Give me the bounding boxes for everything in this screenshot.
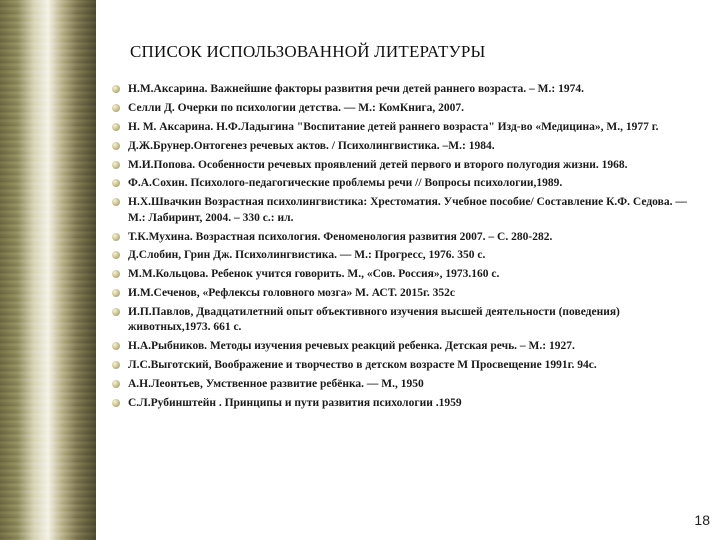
list-item [112, 139, 697, 154]
reference-text: Н.Х.Швачкин Возрастная психолингвистика: Хрестоматия. Учебное пособие/ Составление К.Ф. Седова. — М.: Лабиринт, 2004. – 330 с.: ил. [128, 196, 687, 224]
bullet-icon [112, 179, 120, 187]
slide-content [102, 0, 720, 540]
list-item [112, 358, 697, 373]
bullet-icon [112, 251, 120, 259]
bullet-icon [112, 380, 120, 388]
bullet-icon [112, 308, 120, 316]
reference-text: Д.Слобин, Грин Дж. Психолингвистика. — М.: Прогресс, 1976. 350 с. [128, 249, 486, 262]
reference-text: М.М.Кольцова. Ребенок учится говорить. М., «Сов. Россия», 1973.160 с. [128, 268, 500, 281]
reference-text: Л.С.Выготский, Воображение и творчество в детском возрасте М Просвещение 1991г. 94с. [128, 359, 597, 372]
reference-text: Ф.А.Сохин. Психолого-педагогические проблемы речи // Вопросы психологии,1989. [128, 177, 563, 190]
page-title: СПИСОК ИСПОЛЬЗОВАННОЙ ЛИТЕРАТУРЫ [130, 42, 486, 61]
bullet-icon [112, 270, 120, 278]
page-number: 18 [694, 512, 710, 528]
list-item [112, 305, 697, 336]
reference-text: Н. М. Аксарина. Н.Ф.Ладыгина "Воспитание детей раннего возраста" Изд-во «Медицина», М., 1977 г. [128, 120, 659, 133]
reference-text: И.М.Сеченов, «Рефлексы головного мозга» М. АСТ. 2015г. 352с [128, 287, 456, 300]
list-item [112, 248, 697, 263]
bullet-icon [112, 161, 120, 169]
reference-text: Т.К.Мухина. Возрастная психология. Феноменология развития 2007. – С. 280-282. [128, 230, 553, 243]
reference-text: И.П.Павлов, Двадцатилетний опыт объективного изучения высшей деятельности (поведения) животных,1973. 661 с. [128, 306, 620, 334]
bullet-icon [112, 289, 120, 297]
bullet-icon [112, 104, 120, 112]
list-item [112, 396, 697, 411]
reference-text: Н.А.Рыбников. Методы изучения речевых реакций ребенка. Детская речь. – М.: 1927. [128, 340, 575, 353]
list-item [112, 339, 697, 354]
bullet-icon [112, 123, 120, 131]
bullet-icon [112, 233, 120, 241]
list-item [112, 176, 697, 191]
bullet-icon [112, 361, 120, 369]
reference-text: Д.Ж.Брунер.Онтогенез речевых актов. / Психолингвистика. –М.: 1984. [128, 139, 495, 152]
decorative-border [0, 0, 96, 540]
bullet-icon [112, 142, 120, 150]
reference-text: А.Н.Леонтьев, Умственное развитие ребёнка. — М., 1950 [128, 378, 424, 391]
bullet-icon [112, 198, 120, 206]
list-item [112, 158, 697, 173]
list-item [112, 120, 697, 135]
list-item [112, 377, 697, 392]
list-item [112, 195, 697, 226]
list-item [112, 82, 697, 97]
reference-text: Селли Д. Очерки по психологии детства. — М.: КомКнига, 2007. [128, 101, 465, 114]
bullet-icon [112, 342, 120, 350]
list-item [112, 286, 697, 301]
list-item [112, 101, 697, 116]
reference-text: М.И.Попова. Особенности речевых проявлений детей первого и второго полугодия жизни. 1968. [128, 158, 628, 171]
reference-text: Н.М.Аксарина. Важнейшие факторы развития речи детей раннего возраста. – М.: 1974. [128, 83, 584, 95]
list-item [112, 267, 697, 282]
reference-list [112, 82, 697, 415]
bullet-icon [112, 85, 120, 93]
bullet-icon [112, 399, 120, 407]
reference-text: С.Л.Рубинштейн . Принципы и пути развития психологии .1959 [128, 396, 462, 409]
list-item [112, 230, 697, 245]
